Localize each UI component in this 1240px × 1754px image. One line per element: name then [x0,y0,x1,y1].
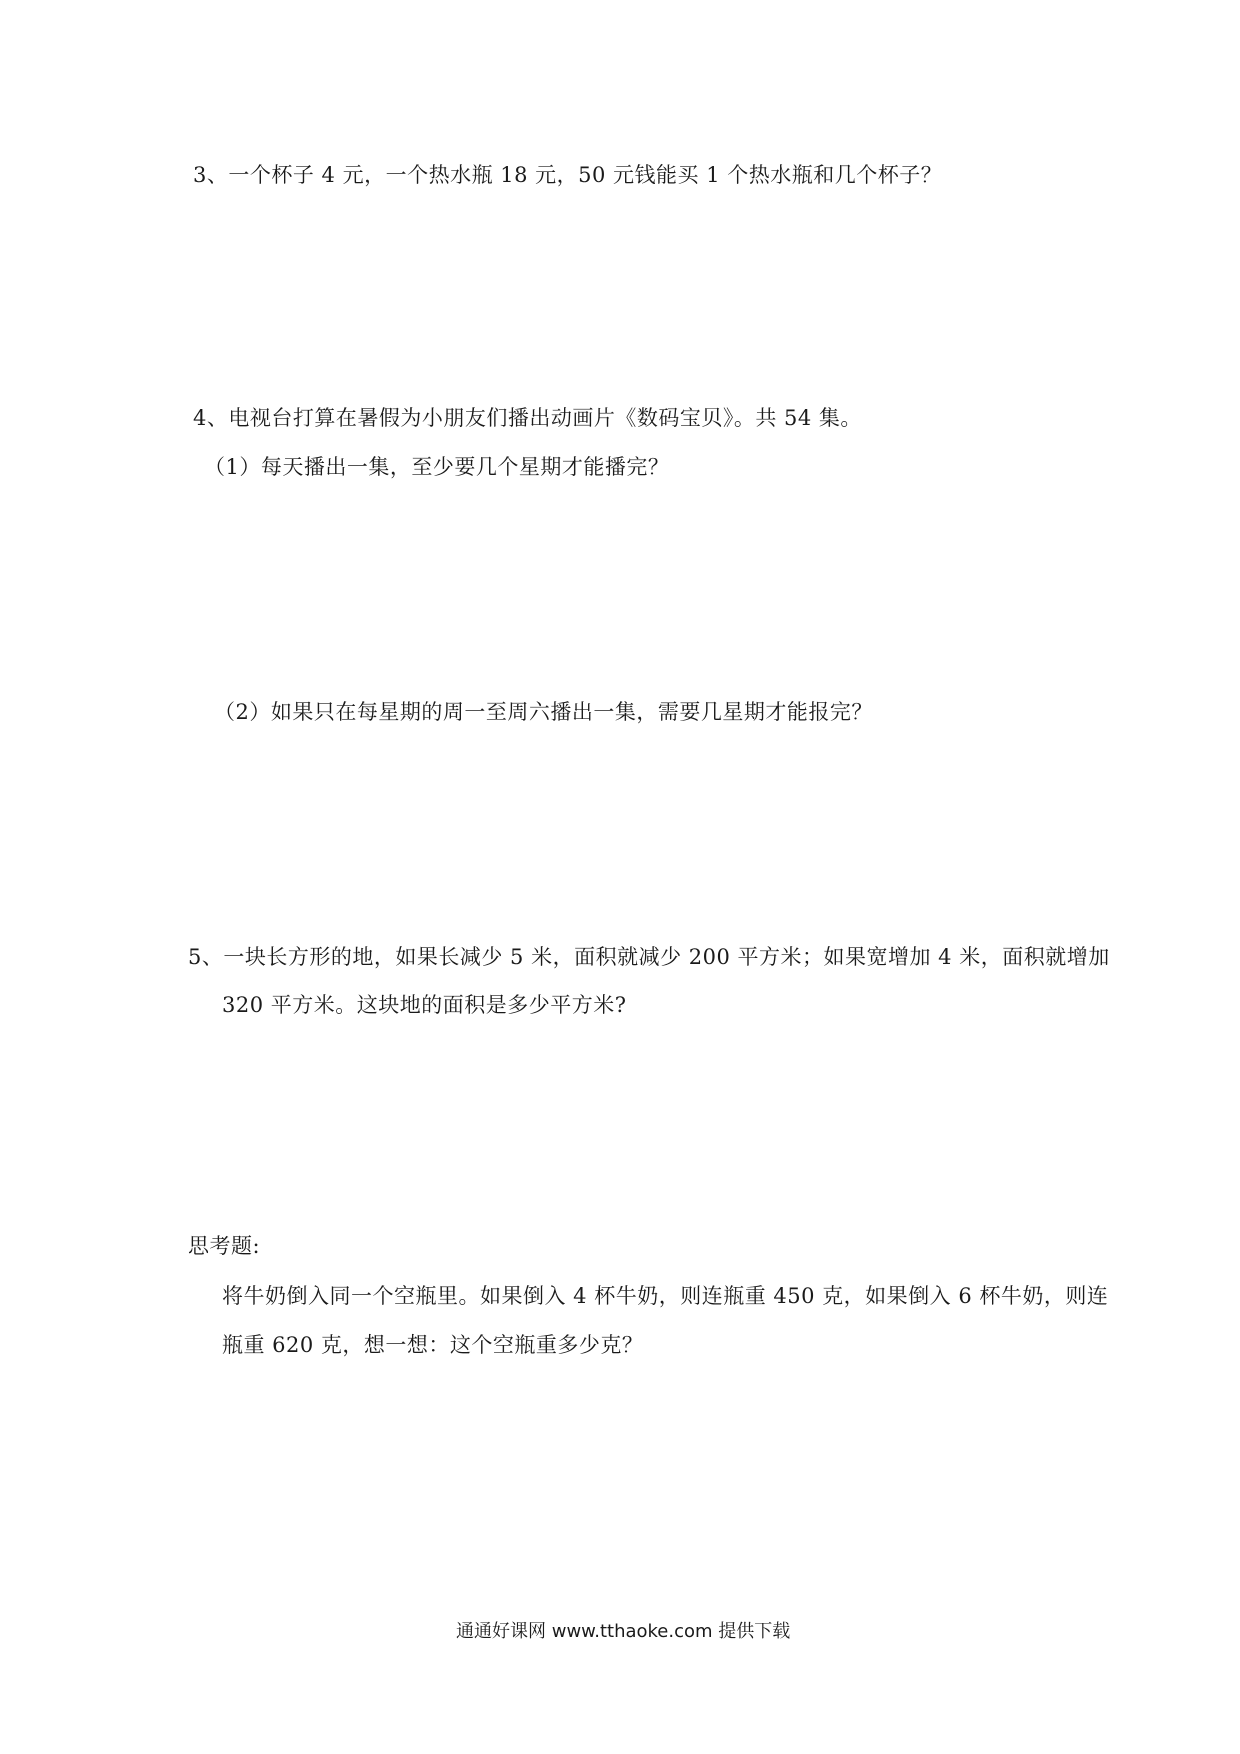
question-5-line-1: 5、一块长方形的地，如果长减少 5 米，面积就减少 200 平方米；如果宽增加 4 米，面积就增加 [188,945,1110,969]
question-3: 3、一个杯子 4 元，一个热水瓶 18 元，50 元钱能买 1 个热水瓶和几个杯子？ [193,163,943,187]
thinking-question-line-1: 将牛奶倒入同一个空瓶里。如果倒入 4 杯牛奶，则连瓶重 450 克，如果倒入 6 杯牛奶，则连 [222,1284,1109,1308]
footer-source: 通通好课网 www.tthaoke.com 提供下载 [456,1621,791,1642]
question-4-part-1: （1）每天播出一集，至少要几个星期才能播完？ [204,455,670,479]
question-4-part-2: （2）如果只在每星期的周一至周六播出一集，需要几星期才能报完？ [214,700,873,724]
question-4: 4、电视台打算在暑假为小朋友们播出动画片《数码宝贝》。共 54 集。 [193,406,862,430]
question-5-line-2: 320 平方米。这块地的面积是多少平方米? [222,993,627,1017]
thinking-question-line-2: 瓶重 620 克，想一想：这个空瓶重多少克？ [222,1333,644,1357]
thinking-question-heading: 思考题: [188,1234,261,1258]
